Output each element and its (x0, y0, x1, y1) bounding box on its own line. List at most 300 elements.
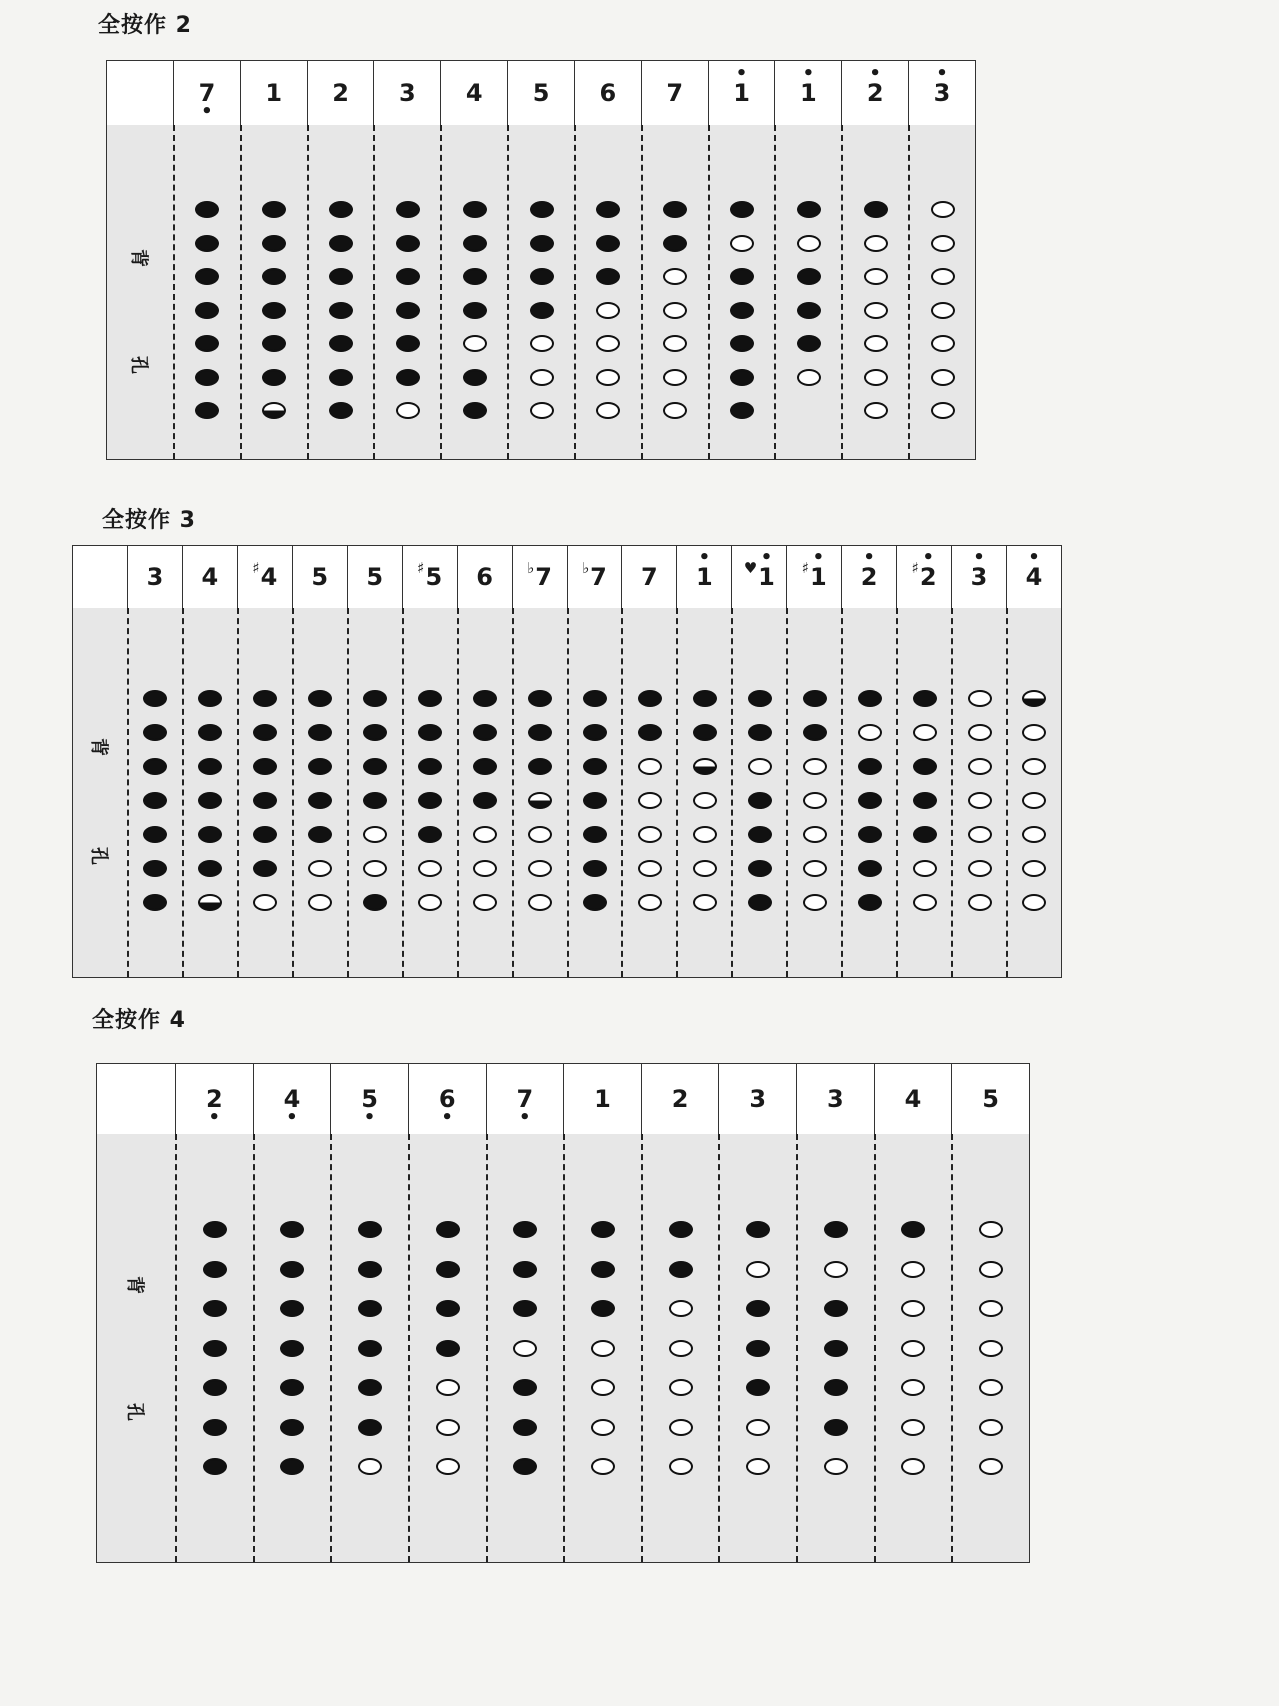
closed-hole-icon (396, 369, 420, 386)
closed-hole-icon (280, 1458, 304, 1475)
octave-high-dot: • (973, 547, 985, 568)
closed-hole-icon (253, 792, 277, 809)
note-digit: 3 (826, 1085, 844, 1113)
note-digit: 7 (516, 1085, 534, 1113)
open-hole-icon (931, 302, 955, 319)
note-number (265, 79, 282, 107)
open-hole-icon (669, 1419, 693, 1436)
closed-hole-icon (864, 201, 888, 218)
closed-hole-icon (530, 235, 554, 252)
fingering-column (796, 1134, 874, 1562)
closed-hole-icon (746, 1221, 770, 1238)
closed-hole-icon (591, 1300, 615, 1317)
open-hole-icon (528, 826, 552, 843)
closed-hole-icon (824, 1300, 848, 1317)
open-hole-icon (530, 402, 554, 419)
closed-hole-icon (797, 201, 821, 218)
open-hole-icon (979, 1379, 1003, 1396)
note-number (476, 563, 493, 591)
note-header-cell (951, 1064, 1029, 1134)
closed-hole-icon (528, 724, 552, 741)
open-hole-icon (596, 402, 620, 419)
open-hole-icon (638, 758, 662, 775)
closed-hole-icon (858, 758, 882, 775)
note-digit: 5 (425, 563, 443, 591)
open-hole-icon (746, 1261, 770, 1278)
half-hole-icon (528, 792, 552, 809)
fingering-chart-4 (96, 1063, 1030, 1563)
closed-hole-icon (418, 724, 442, 741)
fingering-column (896, 608, 951, 977)
note-header-cell (796, 1064, 874, 1134)
note-number (970, 547, 988, 591)
open-hole-icon (693, 792, 717, 809)
note-header-cell (127, 546, 182, 608)
open-hole-icon (596, 335, 620, 352)
open-hole-icon (663, 369, 687, 386)
note-number (827, 1085, 844, 1113)
open-hole-icon (901, 1261, 925, 1278)
note-digit: 2 (860, 563, 878, 591)
closed-hole-icon (513, 1419, 537, 1436)
octave-high-dot: • (1028, 547, 1040, 568)
closed-hole-icon (329, 369, 353, 386)
open-hole-icon (864, 235, 888, 252)
closed-hole-icon (913, 792, 937, 809)
closed-hole-icon (473, 758, 497, 775)
fingering-chart-2 (106, 60, 976, 460)
closed-hole-icon (669, 1261, 693, 1278)
closed-hole-icon (363, 724, 387, 741)
note-number (1025, 547, 1043, 591)
closed-hole-icon (530, 201, 554, 218)
open-hole-icon (1022, 860, 1046, 877)
closed-hole-icon (638, 690, 662, 707)
closed-hole-icon (693, 690, 717, 707)
closed-hole-icon (203, 1419, 227, 1436)
note-digit: 4 (904, 1085, 922, 1113)
note-digit: 7 (641, 563, 658, 591)
closed-hole-icon (858, 894, 882, 911)
note-header-cell (307, 61, 374, 125)
closed-hole-icon (262, 235, 286, 252)
closed-hole-icon (358, 1379, 382, 1396)
open-hole-icon (968, 724, 992, 741)
closed-hole-icon (418, 758, 442, 775)
closed-hole-icon (329, 235, 353, 252)
note-header-cell (896, 546, 951, 608)
closed-hole-icon (253, 826, 277, 843)
closed-hole-icon (203, 1300, 227, 1317)
closed-hole-icon (473, 724, 497, 741)
note-number (283, 1085, 301, 1128)
closed-hole-icon (195, 335, 219, 352)
closed-hole-icon (308, 690, 332, 707)
note-digit: 6 (438, 1085, 456, 1113)
note-digit: 1 (594, 1085, 611, 1113)
open-hole-icon (693, 894, 717, 911)
fingering-column (908, 125, 975, 459)
closed-hole-icon (638, 724, 662, 741)
half-hole-icon (693, 758, 717, 775)
open-hole-icon (979, 1261, 1003, 1278)
open-hole-icon (864, 402, 888, 419)
closed-hole-icon (748, 826, 772, 843)
open-hole-icon (968, 860, 992, 877)
open-hole-icon (803, 826, 827, 843)
open-hole-icon (931, 201, 955, 218)
open-hole-icon (979, 1340, 1003, 1357)
open-hole-icon (979, 1458, 1003, 1475)
note-header-cell (347, 546, 402, 608)
note-digit: 4 (283, 1085, 301, 1113)
fingering-column (402, 608, 457, 977)
open-hole-icon (528, 860, 552, 877)
closed-hole-icon (262, 268, 286, 285)
closed-hole-icon (436, 1340, 460, 1357)
note-header-cell (786, 546, 841, 608)
open-hole-icon (901, 1340, 925, 1357)
note-digit: 7 (666, 79, 684, 107)
closed-hole-icon (203, 1458, 227, 1475)
fingering-column (563, 1134, 641, 1562)
fingering-grid (97, 1134, 1029, 1562)
open-hole-icon (396, 402, 420, 419)
open-hole-icon (591, 1419, 615, 1436)
fingering-column (240, 125, 307, 459)
fingering-column (641, 125, 708, 459)
note-header-cell (292, 546, 347, 608)
closed-hole-icon (363, 792, 387, 809)
closed-hole-icon (308, 792, 332, 809)
fingering-column (507, 125, 574, 459)
open-hole-icon (931, 369, 955, 386)
note-header-cell (951, 546, 1006, 608)
closed-hole-icon (530, 302, 554, 319)
closed-hole-icon (396, 302, 420, 319)
note-digit: 3 (749, 1085, 767, 1113)
closed-hole-icon (262, 369, 286, 386)
open-hole-icon (308, 860, 332, 877)
closed-hole-icon (528, 690, 552, 707)
closed-hole-icon (803, 724, 827, 741)
closed-hole-icon (198, 792, 222, 809)
note-number (399, 79, 416, 107)
fingering-chart-3 (72, 545, 1062, 978)
fingering-column (237, 608, 292, 977)
open-hole-icon (931, 335, 955, 352)
closed-hole-icon (513, 1379, 537, 1396)
open-hole-icon (473, 860, 497, 877)
fingering-column (307, 125, 374, 459)
open-hole-icon (669, 1300, 693, 1317)
open-hole-icon (591, 1340, 615, 1357)
closed-hole-icon (418, 792, 442, 809)
fingering-column (708, 125, 775, 459)
open-hole-icon (968, 792, 992, 809)
note-digit: 5 (311, 563, 329, 591)
front-hole-label: 孔 (124, 1402, 145, 1421)
note-header-cell (402, 546, 457, 608)
closed-hole-icon (473, 792, 497, 809)
half-hole-icon (198, 894, 222, 911)
half-hole-icon (1022, 690, 1046, 707)
closed-hole-icon (730, 268, 754, 285)
note-header-row (97, 1064, 1029, 1135)
note-header-cell (486, 1064, 564, 1134)
closed-hole-icon (198, 758, 222, 775)
open-hole-icon (669, 1458, 693, 1475)
closed-hole-icon (195, 302, 219, 319)
note-header-cell (621, 546, 676, 608)
note-number (366, 563, 383, 591)
note-digit: 2 (919, 563, 937, 591)
note-header-row (107, 61, 975, 126)
note-digit: 2 (866, 79, 884, 107)
note-number (205, 1085, 223, 1128)
closed-hole-icon (583, 724, 607, 741)
closed-hole-icon (143, 724, 167, 741)
open-hole-icon (1022, 758, 1046, 775)
fingering-column (408, 1134, 486, 1562)
open-hole-icon (803, 894, 827, 911)
octave-high-dot: • (863, 547, 875, 568)
note-digit: 2 (671, 1085, 689, 1113)
open-hole-icon (436, 1379, 460, 1396)
note-header-cell (182, 546, 237, 608)
closed-hole-icon (583, 894, 607, 911)
back-hole-label: 背 (128, 248, 149, 267)
note-digit: 5 (361, 1085, 378, 1113)
note-number (202, 563, 219, 591)
note-number (261, 563, 278, 591)
note-number (332, 79, 349, 107)
closed-hole-icon (396, 335, 420, 352)
fingering-column (731, 608, 786, 977)
note-header-cell (253, 1064, 331, 1134)
open-hole-icon (979, 1300, 1003, 1317)
closed-hole-icon (730, 302, 754, 319)
closed-hole-icon (363, 690, 387, 707)
note-number (758, 547, 775, 591)
open-hole-icon (530, 335, 554, 352)
open-hole-icon (663, 335, 687, 352)
octave-high-dot: • (735, 63, 748, 84)
open-hole-icon (968, 894, 992, 911)
note-number (733, 63, 750, 107)
fingering-column (292, 608, 347, 977)
fingering-column (175, 1134, 253, 1562)
open-hole-icon (797, 369, 821, 386)
closed-hole-icon (436, 1221, 460, 1238)
closed-hole-icon (748, 690, 772, 707)
fingering-column (1006, 608, 1061, 977)
closed-hole-icon (858, 690, 882, 707)
note-number (466, 79, 483, 107)
closed-hole-icon (746, 1379, 770, 1396)
open-hole-icon (1022, 894, 1046, 911)
header-corner-cell (97, 1064, 175, 1134)
closed-hole-icon (262, 201, 286, 218)
open-hole-icon (436, 1458, 460, 1475)
closed-hole-icon (797, 268, 821, 285)
closed-hole-icon (363, 894, 387, 911)
note-header-cell (175, 1064, 253, 1134)
note-header-cell (841, 546, 896, 608)
open-hole-icon (363, 860, 387, 877)
open-hole-icon (858, 724, 882, 741)
closed-hole-icon (358, 1419, 382, 1436)
octave-low-dot: • (208, 1107, 221, 1128)
fingering-column (841, 608, 896, 977)
fingering-column (182, 608, 237, 977)
open-hole-icon (803, 860, 827, 877)
closed-hole-icon (591, 1221, 615, 1238)
open-hole-icon (913, 894, 937, 911)
open-hole-icon (473, 894, 497, 911)
open-hole-icon (931, 268, 955, 285)
note-digit: 3 (933, 79, 951, 107)
note-digit: 2 (332, 79, 349, 107)
fingering-column (951, 1134, 1029, 1562)
fingering-column (841, 125, 908, 459)
closed-hole-icon (143, 894, 167, 911)
closed-hole-icon (308, 826, 332, 843)
octave-high-dot: • (812, 547, 825, 568)
closed-hole-icon (463, 268, 487, 285)
open-hole-icon (669, 1340, 693, 1357)
note-digit: 6 (476, 563, 493, 591)
closed-hole-icon (803, 690, 827, 707)
closed-hole-icon (253, 690, 277, 707)
accidental-mark: ♯ (801, 559, 809, 577)
note-header-cell (373, 61, 440, 125)
note-digit: 4 (465, 79, 483, 107)
open-hole-icon (901, 1458, 925, 1475)
note-number (933, 63, 951, 107)
open-hole-icon (803, 758, 827, 775)
open-hole-icon (968, 826, 992, 843)
open-hole-icon (803, 792, 827, 809)
octave-high-dot: • (760, 547, 773, 568)
front-hole-label: 孔 (88, 847, 109, 865)
open-hole-icon (663, 268, 687, 285)
open-hole-icon (968, 690, 992, 707)
closed-hole-icon (358, 1221, 382, 1238)
note-digit: 7 (198, 79, 216, 107)
closed-hole-icon (253, 758, 277, 775)
open-hole-icon (638, 826, 662, 843)
front-hole-label: 孔 (128, 355, 149, 374)
note-number (672, 1085, 689, 1113)
open-hole-icon (663, 402, 687, 419)
closed-hole-icon (203, 1340, 227, 1357)
closed-hole-icon (195, 369, 219, 386)
open-hole-icon (901, 1419, 925, 1436)
note-header-cell (173, 61, 240, 125)
note-digit: 1 (695, 563, 713, 591)
fingering-column (373, 125, 440, 459)
closed-hole-icon (596, 235, 620, 252)
closed-hole-icon (463, 235, 487, 252)
closed-hole-icon (418, 690, 442, 707)
octave-low-dot: • (519, 1107, 531, 1128)
fingering-column (786, 608, 841, 977)
closed-hole-icon (858, 792, 882, 809)
open-hole-icon (418, 860, 442, 877)
closed-hole-icon (203, 1221, 227, 1238)
closed-hole-icon (280, 1340, 304, 1357)
closed-hole-icon (262, 335, 286, 352)
closed-hole-icon (473, 690, 497, 707)
closed-hole-icon (748, 860, 772, 877)
open-hole-icon (528, 894, 552, 911)
octave-high-dot: • (698, 547, 711, 568)
note-number (982, 1085, 999, 1113)
note-number (361, 1085, 378, 1128)
note-header-cell (841, 61, 908, 125)
fingering-column (512, 608, 567, 977)
closed-hole-icon (418, 826, 442, 843)
half-hole-icon (262, 402, 286, 419)
open-hole-icon (748, 758, 772, 775)
closed-hole-icon (824, 1340, 848, 1357)
note-header-cell (567, 546, 622, 608)
open-hole-icon (530, 369, 554, 386)
fingering-column (621, 608, 676, 977)
accidental-mark: ♥ (743, 559, 758, 577)
closed-hole-icon (824, 1379, 848, 1396)
note-number (919, 547, 937, 591)
closed-hole-icon (203, 1261, 227, 1278)
note-number (905, 1085, 922, 1113)
open-hole-icon (591, 1379, 615, 1396)
note-header-cell (408, 1064, 486, 1134)
open-hole-icon (358, 1458, 382, 1475)
closed-hole-icon (583, 758, 607, 775)
note-digit: 1 (800, 79, 817, 107)
open-hole-icon (746, 1419, 770, 1436)
closed-hole-icon (513, 1261, 537, 1278)
note-number (866, 63, 884, 107)
note-digit: 5 (366, 563, 384, 591)
closed-hole-icon (748, 894, 772, 911)
note-header-cell (774, 61, 841, 125)
header-corner-cell (107, 61, 173, 125)
closed-hole-icon (280, 1221, 304, 1238)
note-header-cell (507, 61, 574, 125)
open-hole-icon (596, 302, 620, 319)
note-number (198, 79, 216, 122)
closed-hole-icon (329, 335, 353, 352)
note-header-cell (512, 546, 567, 608)
open-hole-icon (418, 894, 442, 911)
closed-hole-icon (901, 1221, 925, 1238)
open-hole-icon (638, 792, 662, 809)
open-hole-icon (693, 826, 717, 843)
open-hole-icon (513, 1340, 537, 1357)
back-hole-label: 背 (124, 1276, 145, 1295)
note-number (535, 563, 552, 591)
note-number (311, 563, 328, 591)
closed-hole-icon (748, 792, 772, 809)
note-number (749, 1085, 766, 1113)
closed-hole-icon (329, 201, 353, 218)
note-header-cell (641, 1064, 719, 1134)
open-hole-icon (931, 235, 955, 252)
closed-hole-icon (748, 724, 772, 741)
octave-high-dot: • (922, 547, 934, 568)
